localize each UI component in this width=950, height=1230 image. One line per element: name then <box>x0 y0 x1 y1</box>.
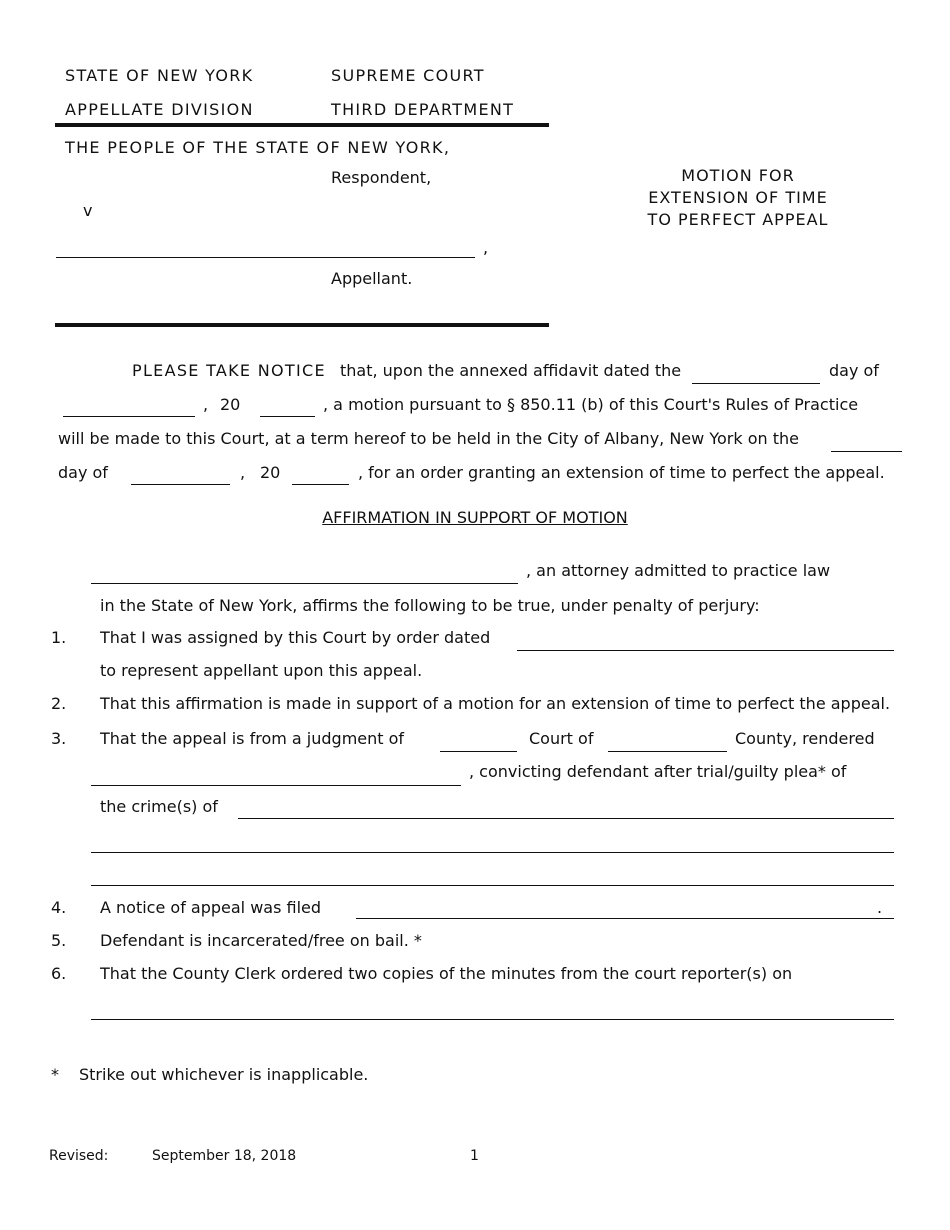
item1-text: That I was assigned by this Court by order dated <box>100 628 491 647</box>
item3-number: 3. <box>51 729 67 748</box>
notice-line2-text: , a motion pursuant to § 850.11 (b) of this Court's Rules of Practice <box>323 395 859 414</box>
appellant-name-field[interactable] <box>56 257 475 258</box>
hearing-month-field[interactable] <box>131 484 230 485</box>
notice-line4-dayof: day of <box>58 463 108 482</box>
footer-revised-label: Revised: <box>49 1148 109 1164</box>
hearing-year-field[interactable] <box>292 484 349 485</box>
attorney-name-field[interactable] <box>91 583 518 584</box>
notice-line4-text: , for an order granting an extension of time to perfect the appeal. <box>358 463 885 482</box>
item5-text: Defendant is incarcerated/free on bail. * <box>100 931 422 950</box>
affirmation-heading: AFFIRMATION IN SUPPORT OF MOTION <box>322 508 628 527</box>
caption-division: APPELLATE DIVISION <box>65 100 254 119</box>
item2-number: 2. <box>51 694 67 713</box>
affirmation-intro2: in the State of New York, affirms the following to be true, under penalty of perjury: <box>100 596 760 615</box>
motion-title-line2: EXTENSION OF TIME <box>648 188 828 207</box>
footer-page-number: 1 <box>470 1148 479 1164</box>
item3-county-rendered: County, rendered <box>735 729 875 748</box>
caption-top-rule <box>55 123 549 127</box>
item4-number: 4. <box>51 898 67 917</box>
crimes-field-1[interactable] <box>238 818 894 819</box>
affidavit-date-day-field[interactable] <box>692 383 820 384</box>
item4-period: . <box>877 898 883 917</box>
item3-convicting: , convicting defendant after trial/guilty plea* of <box>469 762 847 781</box>
footnote-text: Strike out whichever is inapplicable. <box>79 1065 369 1084</box>
caption-appellant: Appellant. <box>331 269 413 288</box>
notice-line1-text: that, upon the annexed affidavit dated the <box>340 361 682 380</box>
hearing-day-field[interactable] <box>831 451 902 452</box>
notice-line2-comma: , <box>203 395 209 414</box>
motion-title <box>628 165 848 231</box>
caption-department: THIRD DEPARTMENT <box>331 100 515 119</box>
notice-line4-20: 20 <box>260 463 281 482</box>
caption-people: THE PEOPLE OF THE STATE OF NEW YORK, <box>65 138 451 157</box>
caption-bottom-rule <box>55 323 549 327</box>
item2-text: That this affirmation is made in support of a motion for an extension of time to perfect the appeal. <box>100 694 891 713</box>
minutes-order-date-field[interactable] <box>91 1019 894 1020</box>
caption-state: STATE OF NEW YORK <box>65 66 254 85</box>
item5-number: 5. <box>51 931 67 950</box>
footnote-star: * <box>51 1065 59 1084</box>
crimes-field-2[interactable] <box>91 852 894 853</box>
notice-line1-end: day of <box>829 361 879 380</box>
affidavit-date-year-field[interactable] <box>260 416 315 417</box>
item1-number: 1. <box>51 628 67 647</box>
caption-court: SUPREME COURT <box>331 66 485 85</box>
item6-text: That the County Clerk ordered two copies of the minutes from the court reporter(s) on <box>100 964 793 983</box>
caption-comma: , <box>483 238 489 257</box>
footer-revised-date: September 18, 2018 <box>152 1148 297 1164</box>
item4-text: A notice of appeal was filed <box>100 898 322 917</box>
item3-text: That the appeal is from a judgment of <box>100 729 405 748</box>
affirmation-intro1: , an attorney admitted to practice law <box>526 561 831 580</box>
judgment-date-field[interactable] <box>91 785 461 786</box>
item3-court-of: Court of <box>529 729 594 748</box>
notice-line2-20: 20 <box>220 395 241 414</box>
item6-number: 6. <box>51 964 67 983</box>
caption-respondent: Respondent, <box>331 168 432 187</box>
caption-versus: v <box>83 201 93 220</box>
notice-filed-date-field[interactable] <box>356 918 894 919</box>
item1-text-cont: to represent appellant upon this appeal. <box>100 661 423 680</box>
affidavit-date-month-field[interactable] <box>63 416 195 417</box>
judgment-county-field[interactable] <box>608 751 727 752</box>
notice-line4-comma: , <box>240 463 246 482</box>
notice-line3-text: will be made to this Court, at a term hereof to be held in the City of Albany, New York on the <box>58 429 799 448</box>
motion-title-line3: TO PERFECT APPEAL <box>647 210 829 229</box>
motion-title-line1: MOTION FOR <box>681 166 795 185</box>
item3-crimes: the crime(s) of <box>100 797 218 816</box>
crimes-field-3[interactable] <box>91 885 894 886</box>
notice-lead: PLEASE TAKE NOTICE <box>132 361 326 380</box>
order-date-field[interactable] <box>517 650 894 651</box>
judgment-court-field[interactable] <box>440 751 517 752</box>
